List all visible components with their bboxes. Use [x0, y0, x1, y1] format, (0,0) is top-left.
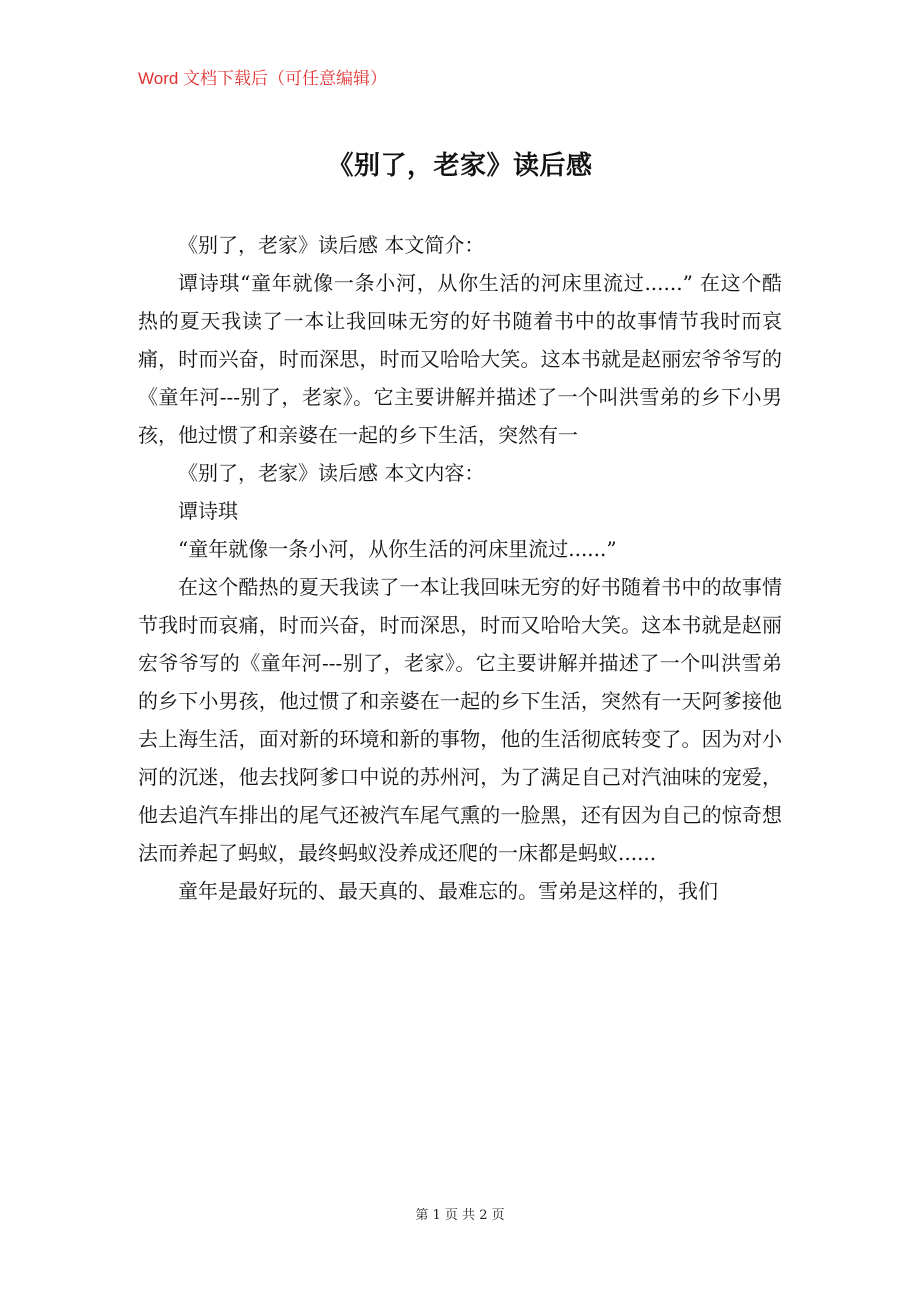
paragraph-content-heading: 《别了，老家》读后感 本文内容：: [178, 461, 485, 485]
paragraph-quote: “童年就像一条小河，从你生活的河床里流过......”: [178, 537, 617, 561]
paragraph-intro-heading: 《别了，老家》读后感 本文简介：: [178, 233, 485, 257]
document-title: 《别了，老家》读后感: [327, 151, 593, 181]
paragraph-main: 在这个酷热的夏天我读了一本让我回味无穷的好书随着书中的故事情节我时而哀痛，时而兴奋，时而深思，时而又哈哈大笑。这本书就是赵丽宏爷爷写的《童年河---别了，老家》。它主要讲解并描述了一个叫洪雪弟的乡下小男孩，他过惯了和亲婆在一起的乡下生活，突然有一天阿爹接他去上海生活，面对新的环境和新的事物，他的生活彻底转变了。因为对小河的沉迷，他去找阿爹口中说的苏州河，为了满足自己对汽油味的宠爱，他去追汽车排出的尾气还被汽车尾气熏的一脸黑，还有因为自己的惊奇想法而养起了蚂蚁，最终蚂蚁没养成还爬的一床都是蚂蚁......: [138, 575, 782, 865]
paragraph-summary: 谭诗琪“童年就像一条小河，从你生活的河床里流过......” 在这个酷热的夏天我读了一本让我回味无穷的好书随着书中的故事情节我时而哀痛，时而兴奋，时而深思，时而又哈哈大笑。这本书就是赵丽宏爷爷写的《童年河---别了，老家》。它主要讲解并描述了一个叫洪雪弟的乡下小男孩，他过惯了和亲婆在一起的乡下生活，突然有一: [138, 271, 782, 447]
paragraph-continuation: 童年是最好玩的、最天真的、最难忘的。雪弟是这样的，我们: [178, 879, 718, 903]
download-note: Word 文档下载后（可任意编辑）: [138, 69, 388, 88]
page-footer: 第 1 页 共 2 页: [415, 1208, 505, 1223]
paragraph-author: 谭诗琪: [178, 499, 238, 523]
document-body: [138, 226, 782, 910]
